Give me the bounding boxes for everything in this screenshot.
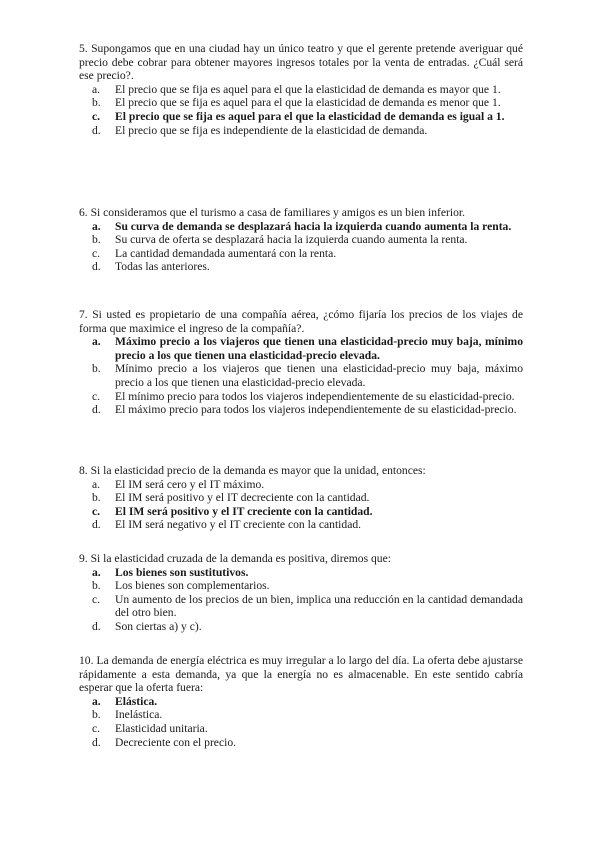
option-d: [79, 124, 523, 138]
option-a-correct: [79, 566, 523, 580]
option-text: Su curva de oferta se desplazará hacia la izquierda cuando aumenta la renta.: [115, 233, 468, 247]
option-text: Todas las anteriores.: [115, 260, 210, 274]
option-text: El precio que se fija es independiente de la elasticidad de demanda.: [115, 123, 428, 137]
option-a: [79, 478, 523, 492]
option-c: [79, 722, 523, 736]
option-list: [79, 83, 523, 137]
option-text: Decreciente con el precio.: [115, 735, 237, 749]
option-letter: a.: [92, 694, 101, 708]
option-list: [79, 220, 523, 274]
option-text: Inelástica.: [115, 708, 163, 722]
option-list: [79, 695, 523, 749]
option-text: Elasticidad unitaria.: [115, 721, 208, 735]
option-letter: a.: [92, 565, 101, 579]
option-list: [79, 566, 523, 634]
option-letter: c.: [92, 721, 101, 735]
option-letter: c.: [92, 109, 101, 123]
option-b: [79, 233, 523, 247]
option-text: Un aumento de los precios de un bien, implica una reducción en la cantidad demandada del otro bien.: [115, 592, 523, 620]
option-text: La cantidad demandada aumentará con la renta.: [115, 246, 337, 260]
option-text: El IM será positivo y el IT creciente con la cantidad.: [115, 504, 373, 518]
option-letter: a.: [92, 219, 101, 233]
option-text: El precio que se fija es aquel para el que la elasticidad de demanda es menor que 1.: [115, 96, 501, 110]
option-letter: c.: [92, 246, 101, 260]
option-letter: a.: [92, 82, 101, 96]
option-text: El mínimo precio para todos los viajeros independientemente de su elasticidad-precio.: [115, 389, 515, 403]
option-text: Elástica.: [115, 694, 158, 708]
option-c: [79, 247, 523, 261]
option-text: El IM será negativo y el IT creciente con la cantidad.: [115, 518, 362, 532]
option-d: [79, 518, 523, 532]
option-letter: b.: [92, 233, 101, 247]
option-letter: b.: [92, 708, 101, 722]
option-c: [79, 593, 523, 620]
option-letter: c.: [92, 504, 101, 518]
question-stem: 6. Si consideramos que el turismo a casa de familiares y amigos es un bien inferior.: [79, 206, 466, 219]
option-b: [79, 362, 523, 389]
option-letter: c.: [92, 592, 101, 606]
option-b: [79, 708, 523, 722]
option-list: [79, 335, 523, 417]
option-b: [79, 491, 523, 505]
option-c: [79, 390, 523, 404]
question-stem: 9. Si la elasticidad cruzada de la demanda es positiva, diremos que:: [79, 552, 391, 565]
option-letter: b.: [92, 362, 101, 376]
question-stem: 5. Supongamos que en una ciudad hay un único teatro y que el gerente pretende averiguar qué precio debe cobrar para obtener mayores ingresos totales por la venta de entradas. ¿Cuál será ese precio?.: [79, 42, 523, 83]
option-text: Máximo precio a los viajeros que tienen una elasticidad-precio muy baja, mínimo precio a los que tienen una elasticidad-precio elevada.: [115, 335, 523, 362]
option-text: Su curva de demanda se desplazará hacia la izquierda cuando aumenta la renta.: [115, 219, 512, 233]
option-d: [79, 736, 523, 750]
question-stem: 7. Si usted es propietario de una compañía aérea, ¿cómo fijaría los precios de los viajes de forma que maximice el ingreso de la compañía?.: [79, 308, 523, 335]
option-a-correct: [79, 335, 523, 362]
option-text: El precio que se fija es aquel para el que la elasticidad de demanda es mayor que 1.: [115, 82, 501, 96]
option-letter: a.: [92, 335, 101, 349]
option-c-correct: [79, 505, 523, 519]
option-b: [79, 96, 523, 110]
question-5: [79, 42, 523, 137]
option-text: Los bienes son complementarios.: [115, 579, 270, 593]
option-d: [79, 260, 523, 274]
question-6: [79, 206, 523, 274]
option-a: [79, 83, 523, 97]
option-letter: a.: [92, 477, 101, 491]
option-list: [79, 478, 523, 532]
option-text: Los bienes son sustitutivos.: [115, 565, 249, 579]
question-10: [79, 654, 523, 749]
option-letter: d.: [92, 735, 101, 749]
option-letter: b.: [92, 96, 101, 110]
option-text: Son ciertas a) y c).: [115, 619, 202, 633]
option-b: [79, 579, 523, 593]
option-d: [79, 620, 523, 634]
option-a-correct: [79, 695, 523, 709]
option-text: El precio que se fija es aquel para el que la elasticidad de demanda es igual a 1.: [115, 109, 505, 123]
option-letter: d.: [92, 260, 101, 274]
question-stem: 10. La demanda de energía eléctrica es muy irregular a lo largo del día. La oferta debe ajustarse rápidamente a esta demanda, ya que la energía no es almacenable. En este sentido cabría esperar que la oferta fuera:: [79, 654, 523, 695]
option-letter: d.: [92, 619, 101, 633]
option-text: Mínimo precio a los viajeros que tienen una elasticidad-precio muy baja, máximo precio a los que tienen una elasticidad-precio elevada.: [115, 362, 523, 389]
option-c-correct: [79, 110, 523, 124]
option-letter: d.: [92, 403, 101, 417]
option-letter: b.: [92, 491, 101, 505]
option-letter: c.: [92, 389, 101, 403]
option-text: El IM será positivo y el IT decreciente con la cantidad.: [115, 491, 370, 505]
option-a-correct: [79, 220, 523, 234]
option-letter: d.: [92, 123, 101, 137]
question-9: [79, 552, 523, 634]
question-8: [79, 464, 523, 532]
question-stem: 8. Si la elasticidad precio de la demanda es mayor que la unidad, entonces:: [79, 464, 426, 477]
option-d: [79, 403, 523, 417]
option-text: El IM será cero y el IT máximo.: [115, 477, 265, 491]
question-7: [79, 308, 523, 417]
option-text: El máximo precio para todos los viajeros independientemente de su elasticidad-precio.: [115, 403, 517, 417]
option-letter: d.: [92, 518, 101, 532]
option-letter: b.: [92, 579, 101, 593]
